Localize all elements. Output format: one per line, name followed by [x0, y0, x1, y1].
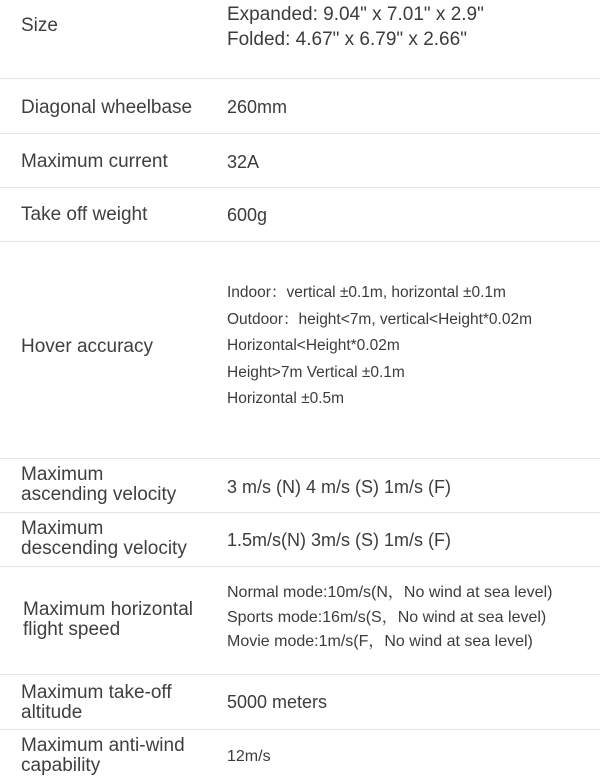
spec-row-maximum-horizontal-flight-speed [0, 567, 600, 675]
spec-label: Maximum horizontal flight speed [23, 599, 193, 640]
spec-value-line: Outdoor：height<7m, vertical<Height*0.02m [227, 310, 532, 328]
spec-value-line: Horizontal ±0.5m [227, 390, 345, 407]
spec-value-line: Height>7m Vertical ±0.1m [227, 363, 405, 381]
spec-value: 3 m/s (N) 4 m/s (S) 1m/s (F) [227, 477, 451, 497]
spec-value-line: Horizontal<Height*0.02m [227, 337, 400, 354]
spec-value: 12m/s [227, 748, 271, 765]
spec-label: Take off weight [21, 204, 148, 225]
spec-label: Size [21, 15, 58, 36]
spec-row-diagonal-wheelbase [0, 79, 600, 134]
spec-row-maximum-descending-velocity [0, 513, 600, 567]
spec-label: Hover accuracy [21, 336, 153, 357]
spec-label: Maximum current [21, 151, 168, 172]
spec-value-line: Expanded: 9.04" x 7.01" x 2.9" [227, 4, 484, 25]
spec-label: Maximum take-off altitude [21, 682, 172, 723]
spec-value-line: Folded: 4.67" x 6.79" x 2.66" [227, 29, 467, 50]
spec-value: 32A [227, 152, 260, 172]
spec-row-size [0, 0, 600, 79]
spec-value-line: Sports mode:16m/s(S，No wind at sea level) [227, 608, 547, 626]
spec-value [227, 280, 532, 413]
spec-value-line: Indoor：vertical ±0.1m, horizontal ±0.1m [227, 284, 506, 301]
spec-value-line: Movie mode:1m/s(F，No wind at sea level) [227, 633, 533, 650]
spec-row-hover-accuracy [0, 242, 600, 459]
spec-value: 260mm [227, 97, 288, 117]
spec-label: Maximum anti-wind capability [21, 735, 185, 776]
spec-label: Maximum descending velocity [21, 518, 187, 559]
spec-value: 600g [227, 205, 268, 225]
spec-value [227, 2, 484, 52]
spec-row-maximum-ascending-velocity [0, 459, 600, 513]
spec-value: 1.5m/s(N) 3m/s (S) 1m/s (F) [227, 530, 451, 550]
spec-label: Maximum ascending velocity [21, 464, 177, 505]
spec-value-line: Normal mode:10m/s(N，No wind at sea level) [227, 584, 553, 601]
spec-label: Diagonal wheelbase [21, 97, 193, 118]
spec-row-take-off-weight [0, 188, 600, 242]
spec-row-maximum-take-off-altitude [0, 675, 600, 730]
spec-value: 5000 meters [227, 692, 328, 712]
spec-value [227, 581, 552, 655]
spec-row-maximum-current [0, 134, 600, 188]
spec-row-maximum-anti-wind-capability [0, 730, 600, 779]
